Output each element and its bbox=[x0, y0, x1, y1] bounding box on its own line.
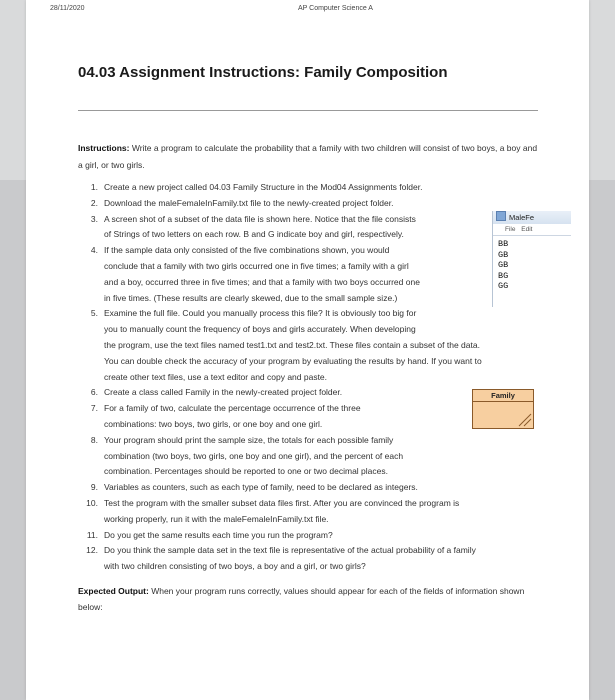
step-number: 8. bbox=[90, 434, 98, 445]
step-line: Create a new project called 04.03 Family Structure in the Mod04 Assignments folder. bbox=[104, 182, 423, 192]
step-item bbox=[78, 480, 482, 496]
step-line: Do you get the same results each time you run the program? bbox=[104, 529, 333, 540]
step-number: 9. bbox=[90, 482, 98, 493]
step-line: combination (two boys, two girls, one boy and one girl), and the percent of each bbox=[104, 450, 404, 461]
step-line: Download the maleFemaleInFamily.txt file to the newly-created project folder. bbox=[104, 197, 394, 208]
step-item bbox=[78, 243, 482, 306]
expected-output-paragraph bbox=[78, 583, 540, 615]
step-item bbox=[78, 306, 482, 385]
step-line: Do you think the sample data set in the text file is representative of the actual probability of a family bbox=[104, 545, 476, 556]
uml-class-name: Family bbox=[473, 390, 533, 402]
step-line: conclude that a family with two girls occurred one in five times; a family with a girl bbox=[104, 260, 409, 271]
notepad-title: MaleFe bbox=[509, 213, 535, 222]
uml-class-box bbox=[472, 389, 534, 429]
notepad-line: BB bbox=[498, 239, 509, 249]
step-line: with two children consisting of two boys, a boy and a girl, or two girls? bbox=[104, 561, 366, 572]
step-line: Create a class called Family in the newly-created project folder. bbox=[104, 387, 343, 398]
step-number: 10. bbox=[86, 497, 98, 508]
header-date: 28/11/2020 bbox=[50, 5, 85, 12]
step-line: If the sample data only consisted of the five combinations shown, you would bbox=[104, 245, 390, 256]
step-line: combinations: two boys, two girls, or one boy and one girl. bbox=[104, 418, 323, 429]
step-number: 5. bbox=[90, 308, 98, 319]
instruction-steps bbox=[78, 180, 482, 575]
step-item bbox=[78, 528, 482, 544]
document-page bbox=[26, 0, 589, 700]
step-number: 2. bbox=[90, 197, 98, 208]
step-number: 6. bbox=[90, 387, 98, 398]
step-line: combination. Percentages should be reported to one or two decimal places. bbox=[104, 466, 388, 477]
step-number: 3. bbox=[90, 213, 98, 224]
step-line: Examine the full file. Could you manually process this file? It is obviously too big for bbox=[104, 308, 417, 319]
step-item bbox=[78, 180, 482, 196]
step-item bbox=[78, 401, 482, 433]
resize-corner-icon bbox=[516, 411, 532, 427]
step-number: 1. bbox=[90, 182, 98, 192]
step-number: 4. bbox=[90, 245, 98, 256]
step-line: the program, use the text files named test1.txt and test2.txt. These files contain a subset of the data. bbox=[104, 339, 480, 350]
expected-output-text: When your program runs correctly, values should appear for each of the fields of information shown below: bbox=[78, 586, 525, 612]
notepad-screenshot bbox=[492, 211, 571, 307]
notepad-line: GB bbox=[498, 260, 509, 270]
step-line: For a family of two, calculate the percentage occurrence of the three bbox=[104, 403, 361, 414]
step-number: 7. bbox=[90, 403, 98, 414]
step-item bbox=[78, 433, 482, 480]
instructions-paragraph bbox=[78, 140, 540, 174]
instructions-text: Write a program to calculate the probability that a family with two children will consist of two boys, a boy and a girl, or two girls. bbox=[78, 143, 538, 170]
step-line: A screen shot of a subset of the data file is shown here. Notice that the file consists bbox=[104, 213, 416, 224]
step-number: 12. bbox=[86, 545, 98, 556]
expected-output-label: Expected Output: bbox=[78, 586, 149, 596]
notepad-menu: File Edit bbox=[493, 224, 571, 236]
step-line: and a boy, occurred three in five times; and that a family with two boys occurred one bbox=[104, 276, 420, 287]
notepad-line: GB bbox=[498, 249, 509, 260]
step-line: create other text files, use a text editor and copy and paste. bbox=[104, 371, 328, 382]
step-item bbox=[78, 385, 482, 401]
notepad-titlebar bbox=[493, 211, 571, 224]
step-line: you to manually count the frequency of boys and girls accurately. When developing bbox=[104, 324, 416, 335]
notepad-line: BG bbox=[498, 270, 509, 281]
step-line: of Strings of two letters on each row. B and G indicate boy and girl, respectively. bbox=[104, 229, 404, 240]
step-number: 11. bbox=[86, 529, 98, 540]
step-item bbox=[78, 196, 482, 212]
step-line: You can double check the accuracy of your program by evaluating the results by hand. If you want to bbox=[104, 355, 482, 366]
title-divider bbox=[78, 110, 538, 111]
instructions-label: Instructions: bbox=[78, 143, 130, 153]
step-item bbox=[78, 212, 482, 244]
step-line: working properly, run it with the maleFemaleInFamily.txt file. bbox=[104, 513, 329, 524]
page-title: 04.03 Assignment Instructions: Family Composition bbox=[78, 64, 448, 81]
header-course: AP Computer Science A bbox=[298, 5, 373, 12]
notepad-content bbox=[498, 239, 571, 292]
step-line: Variables as counters, such as each type of family, need to be declared as integers. bbox=[104, 482, 418, 493]
step-item bbox=[78, 496, 482, 528]
step-line: Test the program with the smaller subset data files first. After you are convinced the program is bbox=[104, 497, 460, 508]
notepad-icon bbox=[496, 211, 506, 221]
step-line: Your program should print the sample size, the totals for each possible family bbox=[104, 434, 394, 445]
step-item bbox=[78, 543, 482, 575]
notepad-line: GG bbox=[498, 281, 509, 291]
step-line: in five times. (These results are clearly skewed, due to the small sample size.) bbox=[104, 292, 398, 303]
